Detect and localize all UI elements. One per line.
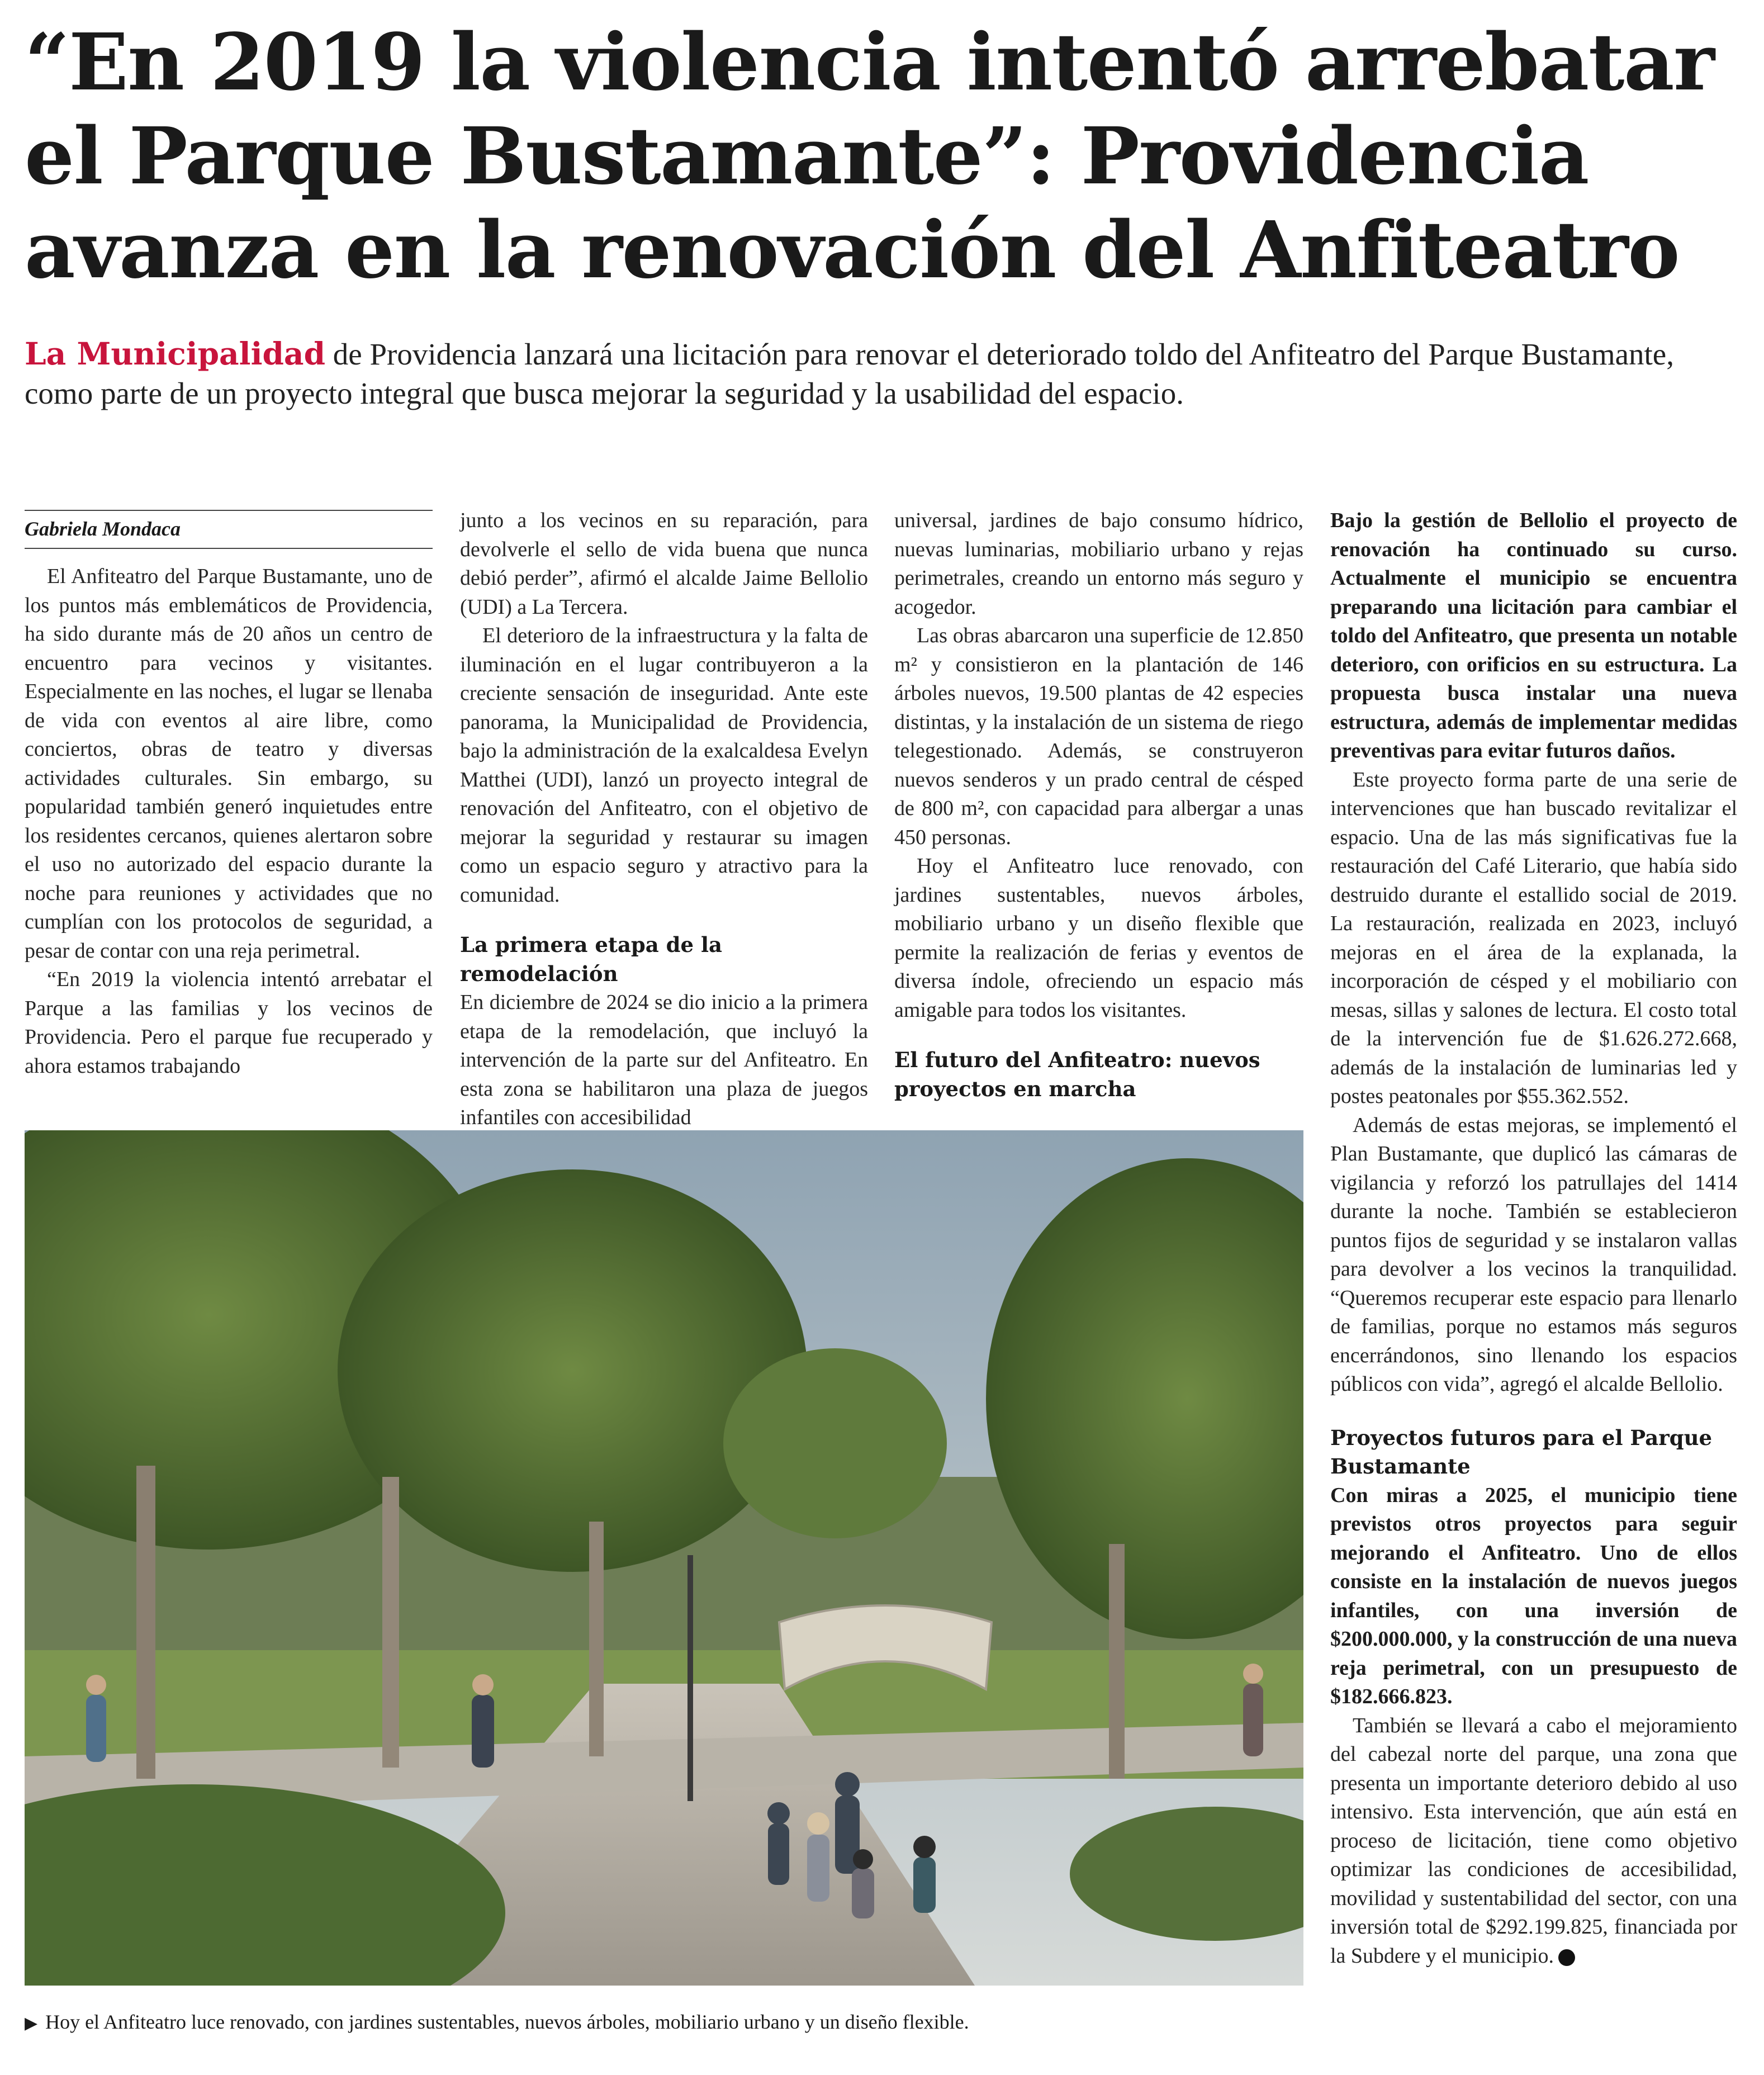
- paragraph: Hoy el Anfiteatro luce renovado, con jardines sustentables, nuevos árboles, mobiliario urbano y un diseño flexible que permite la realización de ferias y eventos de diversa índole, ofreciendo un espacio más amigable para todos los visitantes.: [894, 854, 1303, 1022]
- park-illustration: [25, 1130, 1303, 1986]
- paragraph: “En 2019 la violencia intentó arrebatar el Parque a las familias y los vecinos de Providencia. Pero el parque fue recuperado y ahora estamos trabajando: [25, 968, 433, 1078]
- photo-caption: [25, 2008, 1303, 2038]
- paragraph: junto a los vecinos en su reparación, para devolverle el sello de vida buena que nunca debió perder”, afirmó el alcalde Jaime Bellolio (UDI) a La Tercera.: [460, 509, 868, 619]
- paragraph: En diciembre de 2024 se dio inicio a la primera etapa de la remodelación, que incluyó la intervención de la parte sur del Anfiteatro. En esta zona se habilitaron una plaza de juegos infantiles con accesibilidad: [460, 991, 868, 1129]
- paragraph: El deterioro de la infraestructura y la falta de iluminación en el lugar contribuyeron a la creciente sensación de inseguridad. Ante este panorama, la Municipalidad de Providencia, bajo la administración de la exalcaldesa Evelyn Matthei (UDI), lanzó un proyecto integral de renovación del Anfiteatro, con el objetivo de mejorar la seguridad y restaurar su imagen como un espacio seguro y atractivo para la comunidad.: [460, 624, 868, 907]
- caption-text: Hoy el Anfiteatro luce renovado, con jardines sustentables, nuevos árboles, mobiliario urbano y un diseño flexible.: [45, 2011, 969, 2033]
- column-4: [1330, 506, 1737, 1970]
- triangle-right-icon: ▶: [25, 2014, 38, 2033]
- headline: “En 2019 la violencia intentó arrebatar el Parque Bustamante”: Providencia avanza en la renovación del Anfiteatro: [25, 17, 1714, 296]
- section-heading: La primera etapa de la remodelación: [460, 932, 722, 986]
- lead-text: de Providencia lanzará una licitación para renovar el deteriorado toldo del Anfiteatro del Parque Bustamante, como parte de un proyecto integral que busca mejorar la seguridad y la usabilidad del espacio.: [25, 337, 1674, 410]
- tree-trunk: [136, 1466, 155, 1779]
- paragraph: Además de estas mejoras, se implementó el Plan Bustamante, que duplicó las cámaras de vigilancia y reforzó los patrullajes del 1414 durante la noche. También se establecieron puntos fijos de seguridad y se instalaron vallas para devolver a los vecinos la tranquilidad. “Queremos recuperar este espacio para llenarlo de familias, porque no estamos más seguros encerrándonos, sino llenando los espacios públicos con vida”, agregó el alcalde Bellolio.: [1330, 1113, 1737, 1396]
- tree-trunk: [589, 1522, 604, 1756]
- section-heading: Proyectos futuros para el Parque Bustamante: [1330, 1425, 1713, 1479]
- paragraph: Con miras a 2025, el municipio tiene previstos otros proyectos para seguir mejorando el Anfiteatro. Uno de ellos consiste en la instalación de nuevos juegos infantiles, con una inversión de $200.000.000, y la construcción de una nueva reja perimetral, con un presupuesto de $182.666.823.: [1330, 1483, 1737, 1708]
- tree-trunk: [1109, 1544, 1125, 1779]
- paragraph-text: También se llevará a cabo el mejoramiento del cabezal norte del parque, una zona que presenta un importante deterioro debido al uso intensivo. Esta intervención, que aún está en proceso de licitación, tiene como objetivo optimizar las condiciones de accesibilidad, movilidad y sustentabilidad del sector, con una inversión total de $292.199.825, financiada por la Subdere y el municipio.: [1330, 1713, 1737, 1968]
- paragraph: Este proyecto forma parte de una serie de intervenciones que han buscado revitalizar el espacio. Una de las más significativas fue la restauración del Café Literario, que había sido destruido durante el estallido social de 2019. La restauración, realizada en 2023, incluyó mejoras en el área de la explanada, la incorporación de césped y el mobiliario con mesas, sillas y salones de lectura. El costo total de la intervención fue de $1.626.272.668, además de la instalación de luminarias led y postes peatonales por $55.362.552.: [1330, 768, 1737, 1108]
- column-1: [25, 562, 433, 1081]
- paragraph: [1330, 1712, 1737, 1971]
- lead-accent: La Municipalidad: [25, 335, 326, 372]
- lamp-post: [687, 1555, 693, 1801]
- tree-trunk: [382, 1477, 399, 1768]
- paragraph: universal, jardines de bajo consumo hídrico, nuevas luminarias, mobiliario urbano y rejas perimetrales, creando un entorno más seguro y acogedor.: [894, 509, 1303, 619]
- paragraph: Bajo la gestión de Bellolio el proyecto de renovación ha continuado su curso. Actualmente el municipio se encuentra preparando una licitación para cambiar el toldo del Anfiteatro, que presenta un notable deterioro, con orificios en su estructura. La propuesta busca instalar una nueva estructura, además de implementar medidas preventivas para evitar futuros daños.: [1330, 509, 1737, 762]
- byline-rule-top: [25, 510, 433, 511]
- tree-canopy-left-2: [338, 1169, 807, 1572]
- byline: Gabriela Mondaca: [25, 518, 181, 540]
- tree-canopy-mid: [723, 1348, 947, 1538]
- column-3: [894, 506, 1303, 1103]
- lead-paragraph: [25, 334, 1735, 413]
- article-photo: [25, 1130, 1303, 1986]
- byline-rule-bottom: [25, 548, 433, 549]
- paragraph: El Anfiteatro del Parque Bustamante, uno de los puntos más emblemáticos de Providencia, ha sido durante más de 20 años un centro de encuentro para vecinos y visitantes. Especialmente en las noches, el lugar se llenaba de vida con eventos al aire libre, como conciertos, obras de teatro y diversas actividades culturales. Sin embargo, su popularidad también generó inquietudes entre los residentes cercanos, quienes alertaron sobre el uso no autorizado del espacio durante la noche para reuniones y actividades que no cumplían con los protocolos de seguridad, a pesar de contar con una reja perimetral.: [25, 565, 433, 963]
- column-2: [460, 506, 868, 1133]
- section-heading: El futuro del Anfiteatro: nuevos proyectos en marcha: [894, 1048, 1260, 1101]
- paragraph: Las obras abarcaron una superficie de 12.850 m² y consistieron en la plantación de 146 árboles nuevos, 19.500 plantas de 42 especies distintas, y la instalación de un sistema de riego telegestionado. Además, se construyeron nuevos senderos y un prado central de césped de 800 m², con capacidad para albergar a unas 450 personas.: [894, 624, 1303, 849]
- filled-circle-icon: [1558, 1949, 1575, 1966]
